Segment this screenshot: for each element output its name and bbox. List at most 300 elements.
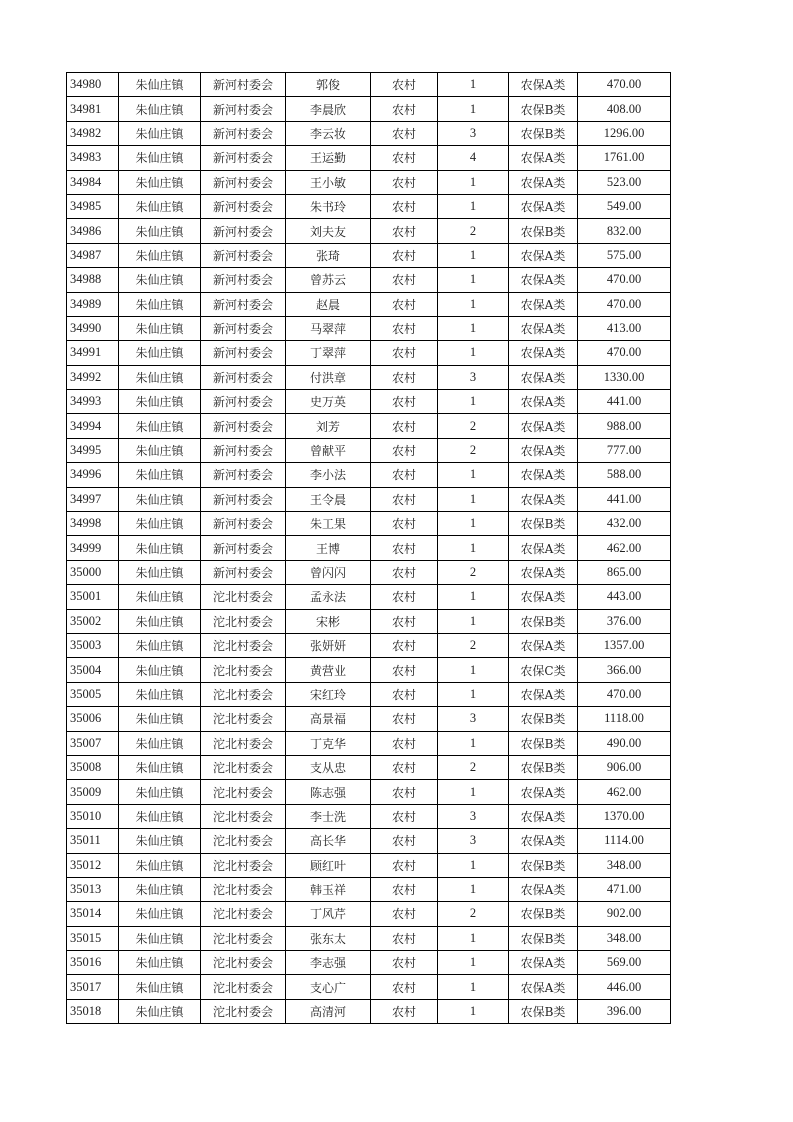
insurance-category-cell: 农保A类 xyxy=(509,877,578,901)
village-committee-cell: 沱北村委会 xyxy=(201,633,286,657)
insurance-category-cell: 农保A类 xyxy=(509,951,578,975)
amount-cell: 906.00 xyxy=(578,755,671,779)
amount-cell: 588.00 xyxy=(578,463,671,487)
record-id-cell: 34993 xyxy=(67,390,119,414)
household-count-cell: 1 xyxy=(438,877,509,901)
area-type-cell: 农村 xyxy=(371,755,438,779)
person-name-cell: 宋红玲 xyxy=(286,682,371,706)
insurance-category-cell: 农保A类 xyxy=(509,268,578,292)
amount-cell: 471.00 xyxy=(578,877,671,901)
area-type-cell: 农村 xyxy=(371,463,438,487)
village-committee-cell: 沱北村委会 xyxy=(201,609,286,633)
household-count-cell: 1 xyxy=(438,780,509,804)
household-count-cell: 1 xyxy=(438,585,509,609)
village-committee-cell: 沱北村委会 xyxy=(201,755,286,779)
village-committee-cell: 新河村委会 xyxy=(201,170,286,194)
town-cell: 朱仙庄镇 xyxy=(119,999,201,1023)
insurance-category-cell: 农保B类 xyxy=(509,731,578,755)
insurance-category-cell: 农保A类 xyxy=(509,585,578,609)
insurance-category-cell: 农保A类 xyxy=(509,438,578,462)
person-name-cell: 高清河 xyxy=(286,999,371,1023)
record-id-cell: 35013 xyxy=(67,877,119,901)
insurance-category-cell: 农保B类 xyxy=(509,902,578,926)
person-name-cell: 丁克华 xyxy=(286,731,371,755)
town-cell: 朱仙庄镇 xyxy=(119,877,201,901)
person-name-cell: 张东太 xyxy=(286,926,371,950)
area-type-cell: 农村 xyxy=(371,219,438,243)
town-cell: 朱仙庄镇 xyxy=(119,97,201,121)
village-committee-cell: 沱北村委会 xyxy=(201,902,286,926)
amount-cell: 1761.00 xyxy=(578,146,671,170)
amount-cell: 988.00 xyxy=(578,414,671,438)
town-cell: 朱仙庄镇 xyxy=(119,341,201,365)
household-count-cell: 1 xyxy=(438,487,509,511)
town-cell: 朱仙庄镇 xyxy=(119,243,201,267)
area-type-cell: 农村 xyxy=(371,633,438,657)
household-count-cell: 1 xyxy=(438,243,509,267)
household-count-cell: 1 xyxy=(438,341,509,365)
household-count-cell: 1 xyxy=(438,73,509,97)
table-row xyxy=(67,121,671,145)
area-type-cell: 农村 xyxy=(371,341,438,365)
village-committee-cell: 新河村委会 xyxy=(201,97,286,121)
amount-cell: 446.00 xyxy=(578,975,671,999)
insurance-category-cell: 农保A类 xyxy=(509,341,578,365)
record-id-cell: 34981 xyxy=(67,97,119,121)
household-count-cell: 3 xyxy=(438,121,509,145)
village-committee-cell: 沱北村委会 xyxy=(201,999,286,1023)
record-id-cell: 34982 xyxy=(67,121,119,145)
town-cell: 朱仙庄镇 xyxy=(119,682,201,706)
household-count-cell: 1 xyxy=(438,97,509,121)
area-type-cell: 农村 xyxy=(371,365,438,389)
town-cell: 朱仙庄镇 xyxy=(119,121,201,145)
area-type-cell: 农村 xyxy=(371,975,438,999)
person-name-cell: 朱工果 xyxy=(286,512,371,536)
area-type-cell: 农村 xyxy=(371,536,438,560)
area-type-cell: 农村 xyxy=(371,902,438,926)
amount-cell: 376.00 xyxy=(578,609,671,633)
insurance-category-cell: 农保A类 xyxy=(509,390,578,414)
amount-cell: 1114.00 xyxy=(578,829,671,853)
household-count-cell: 1 xyxy=(438,999,509,1023)
person-name-cell: 付洪章 xyxy=(286,365,371,389)
amount-cell: 902.00 xyxy=(578,902,671,926)
table-row xyxy=(67,585,671,609)
area-type-cell: 农村 xyxy=(371,731,438,755)
household-count-cell: 1 xyxy=(438,194,509,218)
person-name-cell: 曾献平 xyxy=(286,438,371,462)
person-name-cell: 李云妆 xyxy=(286,121,371,145)
record-id-cell: 34990 xyxy=(67,316,119,340)
person-name-cell: 史万英 xyxy=(286,390,371,414)
town-cell: 朱仙庄镇 xyxy=(119,438,201,462)
town-cell: 朱仙庄镇 xyxy=(119,731,201,755)
town-cell: 朱仙庄镇 xyxy=(119,146,201,170)
insurance-category-cell: 农保B类 xyxy=(509,755,578,779)
village-committee-cell: 新河村委会 xyxy=(201,414,286,438)
table-row xyxy=(67,829,671,853)
table-row xyxy=(67,536,671,560)
amount-cell: 470.00 xyxy=(578,341,671,365)
town-cell: 朱仙庄镇 xyxy=(119,975,201,999)
table-row xyxy=(67,243,671,267)
insurance-category-cell: 农保B类 xyxy=(509,512,578,536)
town-cell: 朱仙庄镇 xyxy=(119,755,201,779)
table-body xyxy=(67,73,671,1024)
household-count-cell: 3 xyxy=(438,707,509,731)
amount-cell: 366.00 xyxy=(578,658,671,682)
town-cell: 朱仙庄镇 xyxy=(119,804,201,828)
table-row xyxy=(67,804,671,828)
record-id-cell: 35014 xyxy=(67,902,119,926)
amount-cell: 470.00 xyxy=(578,292,671,316)
person-name-cell: 李士洗 xyxy=(286,804,371,828)
table-row xyxy=(67,463,671,487)
record-id-cell: 34991 xyxy=(67,341,119,365)
person-name-cell: 张妍妍 xyxy=(286,633,371,657)
insurance-category-cell: 农保A类 xyxy=(509,463,578,487)
village-committee-cell: 沱北村委会 xyxy=(201,951,286,975)
table-row xyxy=(67,755,671,779)
table-row xyxy=(67,951,671,975)
area-type-cell: 农村 xyxy=(371,292,438,316)
amount-cell: 865.00 xyxy=(578,560,671,584)
village-committee-cell: 沱北村委会 xyxy=(201,780,286,804)
insurance-category-cell: 农保A类 xyxy=(509,633,578,657)
amount-cell: 1357.00 xyxy=(578,633,671,657)
village-committee-cell: 新河村委会 xyxy=(201,292,286,316)
insurance-category-cell: 农保A类 xyxy=(509,829,578,853)
record-id-cell: 35007 xyxy=(67,731,119,755)
village-committee-cell: 新河村委会 xyxy=(201,219,286,243)
record-id-cell: 35000 xyxy=(67,560,119,584)
household-count-cell: 1 xyxy=(438,951,509,975)
table-row xyxy=(67,268,671,292)
amount-cell: 470.00 xyxy=(578,268,671,292)
household-count-cell: 1 xyxy=(438,658,509,682)
area-type-cell: 农村 xyxy=(371,804,438,828)
person-name-cell: 李晨欣 xyxy=(286,97,371,121)
household-count-cell: 1 xyxy=(438,316,509,340)
table-row xyxy=(67,633,671,657)
town-cell: 朱仙庄镇 xyxy=(119,390,201,414)
record-id-cell: 34980 xyxy=(67,73,119,97)
town-cell: 朱仙庄镇 xyxy=(119,219,201,243)
person-name-cell: 曾苏云 xyxy=(286,268,371,292)
insurance-category-cell: 农保A类 xyxy=(509,780,578,804)
amount-cell: 462.00 xyxy=(578,780,671,804)
record-id-cell: 34994 xyxy=(67,414,119,438)
household-count-cell: 2 xyxy=(438,560,509,584)
amount-cell: 832.00 xyxy=(578,219,671,243)
record-id-cell: 34985 xyxy=(67,194,119,218)
amount-cell: 777.00 xyxy=(578,438,671,462)
village-committee-cell: 沱北村委会 xyxy=(201,585,286,609)
town-cell: 朱仙庄镇 xyxy=(119,487,201,511)
table-row xyxy=(67,341,671,365)
town-cell: 朱仙庄镇 xyxy=(119,463,201,487)
village-committee-cell: 沱北村委会 xyxy=(201,926,286,950)
amount-cell: 1118.00 xyxy=(578,707,671,731)
household-count-cell: 1 xyxy=(438,609,509,633)
record-id-cell: 35006 xyxy=(67,707,119,731)
village-committee-cell: 新河村委会 xyxy=(201,73,286,97)
person-name-cell: 张琦 xyxy=(286,243,371,267)
town-cell: 朱仙庄镇 xyxy=(119,268,201,292)
person-name-cell: 丁翠萍 xyxy=(286,341,371,365)
area-type-cell: 农村 xyxy=(371,609,438,633)
household-count-cell: 4 xyxy=(438,146,509,170)
area-type-cell: 农村 xyxy=(371,829,438,853)
record-id-cell: 34989 xyxy=(67,292,119,316)
insurance-category-cell: 农保A类 xyxy=(509,243,578,267)
amount-cell: 413.00 xyxy=(578,316,671,340)
village-committee-cell: 新河村委会 xyxy=(201,365,286,389)
table-row xyxy=(67,512,671,536)
table-row xyxy=(67,194,671,218)
insurance-category-cell: 农保A类 xyxy=(509,316,578,340)
person-name-cell: 李小法 xyxy=(286,463,371,487)
household-count-cell: 1 xyxy=(438,512,509,536)
person-name-cell: 刘芳 xyxy=(286,414,371,438)
area-type-cell: 农村 xyxy=(371,390,438,414)
insurance-category-cell: 农保A类 xyxy=(509,975,578,999)
table-row xyxy=(67,97,671,121)
town-cell: 朱仙庄镇 xyxy=(119,560,201,584)
record-id-cell: 35015 xyxy=(67,926,119,950)
household-count-cell: 1 xyxy=(438,853,509,877)
person-name-cell: 韩玉祥 xyxy=(286,877,371,901)
village-committee-cell: 新河村委会 xyxy=(201,268,286,292)
household-count-cell: 1 xyxy=(438,536,509,560)
records-table xyxy=(66,72,671,1024)
table-row xyxy=(67,902,671,926)
person-name-cell: 朱书玲 xyxy=(286,194,371,218)
amount-cell: 408.00 xyxy=(578,97,671,121)
area-type-cell: 农村 xyxy=(371,926,438,950)
town-cell: 朱仙庄镇 xyxy=(119,951,201,975)
person-name-cell: 王运勤 xyxy=(286,146,371,170)
amount-cell: 1330.00 xyxy=(578,365,671,389)
table-row xyxy=(67,146,671,170)
town-cell: 朱仙庄镇 xyxy=(119,194,201,218)
village-committee-cell: 新河村委会 xyxy=(201,341,286,365)
insurance-category-cell: 农保B类 xyxy=(509,999,578,1023)
amount-cell: 549.00 xyxy=(578,194,671,218)
village-committee-cell: 新河村委会 xyxy=(201,438,286,462)
area-type-cell: 农村 xyxy=(371,560,438,584)
table-row xyxy=(67,975,671,999)
insurance-category-cell: 农保A类 xyxy=(509,414,578,438)
village-committee-cell: 沱北村委会 xyxy=(201,975,286,999)
person-name-cell: 支心广 xyxy=(286,975,371,999)
area-type-cell: 农村 xyxy=(371,999,438,1023)
record-id-cell: 34984 xyxy=(67,170,119,194)
village-committee-cell: 新河村委会 xyxy=(201,536,286,560)
town-cell: 朱仙庄镇 xyxy=(119,780,201,804)
insurance-category-cell: 农保A类 xyxy=(509,487,578,511)
area-type-cell: 农村 xyxy=(371,73,438,97)
record-id-cell: 34988 xyxy=(67,268,119,292)
table-row xyxy=(67,219,671,243)
insurance-category-cell: 农保B类 xyxy=(509,121,578,145)
town-cell: 朱仙庄镇 xyxy=(119,414,201,438)
amount-cell: 490.00 xyxy=(578,731,671,755)
household-count-cell: 1 xyxy=(438,292,509,316)
area-type-cell: 农村 xyxy=(371,243,438,267)
record-id-cell: 35017 xyxy=(67,975,119,999)
person-name-cell: 高景福 xyxy=(286,707,371,731)
area-type-cell: 农村 xyxy=(371,146,438,170)
table-row xyxy=(67,853,671,877)
amount-cell: 441.00 xyxy=(578,487,671,511)
table-row xyxy=(67,658,671,682)
town-cell: 朱仙庄镇 xyxy=(119,585,201,609)
town-cell: 朱仙庄镇 xyxy=(119,365,201,389)
table-row xyxy=(67,414,671,438)
person-name-cell: 赵晨 xyxy=(286,292,371,316)
area-type-cell: 农村 xyxy=(371,658,438,682)
record-id-cell: 35011 xyxy=(67,829,119,853)
village-committee-cell: 沱北村委会 xyxy=(201,731,286,755)
record-id-cell: 35010 xyxy=(67,804,119,828)
person-name-cell: 黄营业 xyxy=(286,658,371,682)
person-name-cell: 李志强 xyxy=(286,951,371,975)
person-name-cell: 刘夫友 xyxy=(286,219,371,243)
record-id-cell: 34983 xyxy=(67,146,119,170)
village-committee-cell: 新河村委会 xyxy=(201,243,286,267)
village-committee-cell: 新河村委会 xyxy=(201,316,286,340)
household-count-cell: 2 xyxy=(438,219,509,243)
table-row xyxy=(67,560,671,584)
insurance-category-cell: 农保A类 xyxy=(509,170,578,194)
person-name-cell: 马翠萍 xyxy=(286,316,371,340)
village-committee-cell: 新河村委会 xyxy=(201,463,286,487)
village-committee-cell: 沱北村委会 xyxy=(201,707,286,731)
record-id-cell: 34986 xyxy=(67,219,119,243)
table-row xyxy=(67,707,671,731)
town-cell: 朱仙庄镇 xyxy=(119,512,201,536)
person-name-cell: 王博 xyxy=(286,536,371,560)
record-id-cell: 34995 xyxy=(67,438,119,462)
person-name-cell: 顾红叶 xyxy=(286,853,371,877)
area-type-cell: 农村 xyxy=(371,170,438,194)
insurance-category-cell: 农保A类 xyxy=(509,365,578,389)
record-id-cell: 34998 xyxy=(67,512,119,536)
area-type-cell: 农村 xyxy=(371,853,438,877)
amount-cell: 462.00 xyxy=(578,536,671,560)
record-id-cell: 34992 xyxy=(67,365,119,389)
record-id-cell: 34996 xyxy=(67,463,119,487)
record-id-cell: 35002 xyxy=(67,609,119,633)
person-name-cell: 王小敏 xyxy=(286,170,371,194)
household-count-cell: 3 xyxy=(438,829,509,853)
town-cell: 朱仙庄镇 xyxy=(119,902,201,926)
village-committee-cell: 新河村委会 xyxy=(201,146,286,170)
table-row xyxy=(67,390,671,414)
person-name-cell: 高长华 xyxy=(286,829,371,853)
table-row xyxy=(67,926,671,950)
insurance-category-cell: 农保A类 xyxy=(509,536,578,560)
person-name-cell: 支从忠 xyxy=(286,755,371,779)
amount-cell: 441.00 xyxy=(578,390,671,414)
household-count-cell: 2 xyxy=(438,755,509,779)
table-row xyxy=(67,609,671,633)
household-count-cell: 1 xyxy=(438,268,509,292)
town-cell: 朱仙庄镇 xyxy=(119,609,201,633)
insurance-category-cell: 农保A类 xyxy=(509,292,578,316)
village-committee-cell: 沱北村委会 xyxy=(201,829,286,853)
record-id-cell: 34997 xyxy=(67,487,119,511)
insurance-category-cell: 农保B类 xyxy=(509,219,578,243)
area-type-cell: 农村 xyxy=(371,682,438,706)
person-name-cell: 郭俊 xyxy=(286,73,371,97)
record-id-cell: 35008 xyxy=(67,755,119,779)
village-committee-cell: 新河村委会 xyxy=(201,121,286,145)
village-committee-cell: 新河村委会 xyxy=(201,390,286,414)
record-id-cell: 35009 xyxy=(67,780,119,804)
area-type-cell: 农村 xyxy=(371,316,438,340)
village-committee-cell: 新河村委会 xyxy=(201,560,286,584)
amount-cell: 523.00 xyxy=(578,170,671,194)
table-row xyxy=(67,682,671,706)
table-row xyxy=(67,731,671,755)
household-count-cell: 3 xyxy=(438,365,509,389)
area-type-cell: 农村 xyxy=(371,268,438,292)
area-type-cell: 农村 xyxy=(371,707,438,731)
table-row xyxy=(67,780,671,804)
amount-cell: 569.00 xyxy=(578,951,671,975)
village-committee-cell: 沱北村委会 xyxy=(201,853,286,877)
insurance-category-cell: 农保B类 xyxy=(509,926,578,950)
person-name-cell: 孟永法 xyxy=(286,585,371,609)
village-committee-cell: 新河村委会 xyxy=(201,512,286,536)
household-count-cell: 1 xyxy=(438,975,509,999)
area-type-cell: 农村 xyxy=(371,414,438,438)
table-row xyxy=(67,999,671,1023)
area-type-cell: 农村 xyxy=(371,951,438,975)
village-committee-cell: 沱北村委会 xyxy=(201,804,286,828)
area-type-cell: 农村 xyxy=(371,121,438,145)
amount-cell: 443.00 xyxy=(578,585,671,609)
record-id-cell: 35018 xyxy=(67,999,119,1023)
area-type-cell: 农村 xyxy=(371,585,438,609)
person-name-cell: 曾闪闪 xyxy=(286,560,371,584)
amount-cell: 470.00 xyxy=(578,682,671,706)
table-row xyxy=(67,316,671,340)
town-cell: 朱仙庄镇 xyxy=(119,707,201,731)
table-row xyxy=(67,73,671,97)
insurance-category-cell: 农保A类 xyxy=(509,682,578,706)
person-name-cell: 宋彬 xyxy=(286,609,371,633)
record-id-cell: 35012 xyxy=(67,853,119,877)
record-id-cell: 35005 xyxy=(67,682,119,706)
table-row xyxy=(67,438,671,462)
insurance-category-cell: 农保A类 xyxy=(509,194,578,218)
record-id-cell: 35003 xyxy=(67,633,119,657)
amount-cell: 1296.00 xyxy=(578,121,671,145)
town-cell: 朱仙庄镇 xyxy=(119,853,201,877)
area-type-cell: 农村 xyxy=(371,780,438,804)
area-type-cell: 农村 xyxy=(371,438,438,462)
insurance-category-cell: 农保B类 xyxy=(509,609,578,633)
record-id-cell: 35004 xyxy=(67,658,119,682)
area-type-cell: 农村 xyxy=(371,877,438,901)
amount-cell: 1370.00 xyxy=(578,804,671,828)
table-row xyxy=(67,487,671,511)
household-count-cell: 1 xyxy=(438,170,509,194)
